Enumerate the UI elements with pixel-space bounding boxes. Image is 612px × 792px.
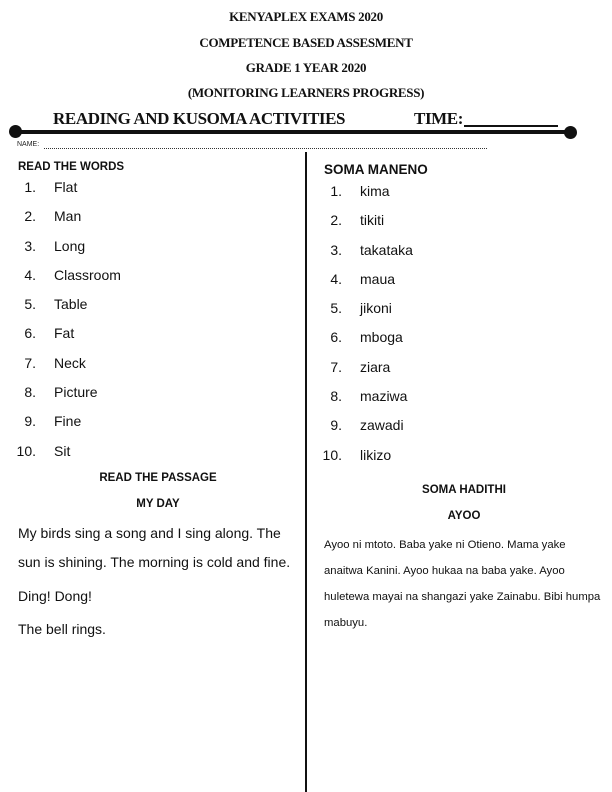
rule-endpoint-left — [9, 125, 22, 138]
item-number: 5. — [330, 300, 342, 317]
word: tikiti — [360, 212, 385, 229]
word: Table — [54, 296, 88, 313]
list-item — [18, 407, 298, 436]
soma-hadithi-heading: SOMA HADITHI — [422, 483, 506, 496]
list-item — [324, 441, 604, 470]
name-label: NAME: — [17, 141, 40, 148]
list-item — [324, 294, 604, 323]
list-item — [324, 206, 604, 235]
list-item — [324, 411, 604, 440]
soma-maneno-heading: SOMA MANENO — [324, 162, 428, 177]
item-number: 1. — [330, 183, 342, 199]
item-number: 9. — [330, 417, 342, 434]
english-column — [18, 152, 298, 645]
word: takataka — [360, 241, 413, 258]
word: Picture — [54, 384, 98, 401]
read-words-heading: READ THE WORDS — [18, 161, 125, 173]
word: jikoni — [360, 300, 392, 317]
word: Neck — [54, 354, 86, 371]
list-item — [324, 236, 604, 265]
item-number: 1. — [24, 179, 36, 195]
word: maua — [360, 270, 396, 287]
grade-year: GRADE 1 YEAR 2020 — [245, 60, 367, 75]
english-word-list — [18, 173, 298, 466]
list-item — [18, 349, 298, 378]
item-number: 6. — [24, 325, 36, 342]
item-number: 8. — [24, 384, 36, 401]
exam-subtitle: COMPETENCE BASED ASSESMENT — [199, 35, 413, 50]
item-number: 3. — [330, 241, 342, 258]
rule-endpoint-right — [564, 126, 577, 139]
item-number: 10. — [16, 442, 36, 459]
passage-paragraph: Ayoo ni mtoto. Baba yake ni Otieno. Mama yake anaitwa Kanini. Ayoo hukaa na baba yake. Ayoo huletewa mayai na shangazi yake Zainabu. Bibi humpa mabuyu. — [324, 538, 601, 629]
word: Long — [54, 237, 86, 254]
word: zawadi — [360, 417, 404, 434]
list-item — [18, 173, 298, 202]
item-number: 4. — [24, 266, 36, 283]
item-number: 7. — [24, 354, 36, 371]
list-item — [18, 378, 298, 407]
word: mboga — [360, 329, 403, 346]
word: likizo — [360, 446, 392, 463]
list-item — [324, 323, 604, 352]
passage-paragraph: Ding! Dong! — [18, 587, 92, 604]
time-field[interactable] — [464, 125, 558, 127]
name-field[interactable] — [44, 148, 487, 149]
item-number: 2. — [24, 208, 36, 225]
word: Sit — [54, 442, 71, 459]
header-rule — [15, 130, 570, 134]
word: Fat — [54, 325, 75, 342]
list-item — [18, 319, 298, 348]
list-item — [324, 382, 604, 411]
item-number: 4. — [330, 270, 342, 287]
item-number: 3. — [24, 237, 36, 254]
passage-paragraph: The bell rings. — [18, 621, 106, 638]
kiswahili-word-list — [324, 177, 604, 470]
list-item — [324, 177, 604, 206]
item-number: 8. — [330, 388, 342, 405]
exam-title: KENYAPLEX EXAMS 2020 — [229, 9, 383, 24]
item-number: 10. — [322, 446, 342, 463]
passage-title: MY DAY — [136, 497, 180, 510]
list-item — [18, 437, 298, 466]
list-item — [324, 265, 604, 294]
word: kima — [360, 183, 390, 199]
list-item — [18, 202, 298, 231]
list-item — [18, 232, 298, 261]
list-item — [18, 261, 298, 290]
word: Flat — [54, 179, 78, 195]
word: Fine — [54, 413, 82, 430]
list-item — [18, 290, 298, 319]
word: ziara — [360, 358, 391, 375]
subject-banner: READING AND KUSOMA ACTIVITIES — [53, 109, 346, 128]
word: maziwa — [360, 388, 408, 405]
passage-paragraph: My birds sing a song and I sing along. The sun is shining. The morning is cold and fine. — [18, 524, 291, 571]
exam-purpose: (MONITORING LEARNERS PROGRESS) — [187, 85, 425, 100]
item-number: 2. — [330, 212, 342, 229]
item-number: 5. — [24, 296, 36, 313]
passage-title: AYOO — [447, 509, 481, 522]
list-item — [324, 353, 604, 382]
column-divider — [305, 152, 307, 792]
item-number: 9. — [24, 413, 36, 430]
word: Classroom — [54, 266, 121, 283]
time-label: TIME: — [414, 109, 464, 128]
word: Man — [54, 208, 82, 225]
kiswahili-column — [324, 152, 604, 636]
item-number: 7. — [330, 358, 342, 375]
item-number: 6. — [330, 329, 342, 346]
read-passage-heading: READ THE PASSAGE — [99, 471, 217, 484]
